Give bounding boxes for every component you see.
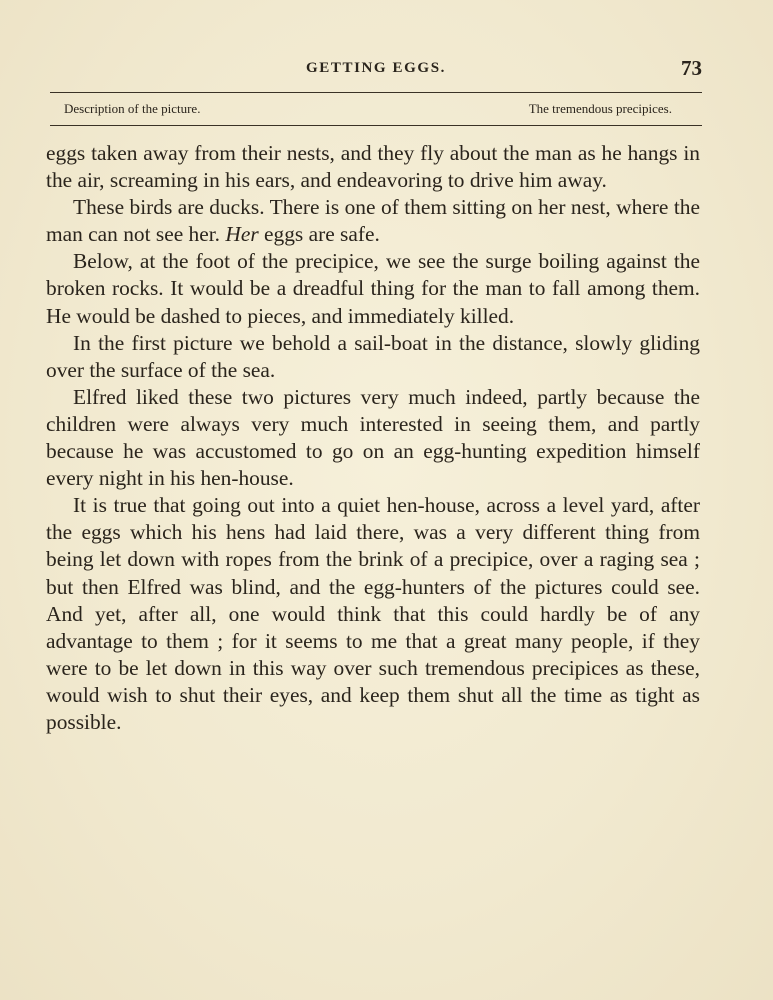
page-number: 73 — [681, 56, 702, 80]
paragraph-2-emphasis: Her — [225, 222, 259, 247]
paragraph-2 — [46, 194, 700, 248]
paragraph-2-text-before: These birds are ducks. There is one of them sitting on her nest, where the man can not see her. — [46, 195, 700, 247]
running-head — [50, 56, 702, 86]
paragraph-4: In the first picture we behold a sail-boat in the distance, slowly gliding over the surface of the sea. — [46, 330, 700, 382]
header-rule-top — [50, 92, 702, 93]
subheader-right: The tremendous precipices. — [528, 101, 672, 116]
paragraph-1: eggs taken away from their nests, and they fly about the man as he hangs in the air, screaming in his ears, and endeavoring to drive him away. — [46, 141, 700, 193]
header-rule-bottom — [50, 125, 702, 126]
running-title: GETTING EGGS. — [305, 60, 446, 76]
paragraph-3: Below, at the foot of the precipice, we see the surge boiling against the broken rocks. It would be a dreadful thing for the man to fall among them. He would be dashed to pieces, and immediately killed. — [46, 249, 700, 328]
body-text — [46, 140, 700, 736]
paragraph-5: Elfred liked these two pictures very much indeed, partly because the children were always very much interested in seeing them, and partly because he was accustomed to go on an egg-hunting expedition himself every night in his hen-house. — [46, 384, 700, 491]
subheader-left: Description of the picture. — [64, 101, 201, 116]
paragraph-6: It is true that going out into a quiet hen-house, across a level yard, after the eggs which his hens had laid there, was a very different thing from being let down with ropes from the brink of a precipice, over a raging sea ; but then Elfred was blind, and the egg-hunters of the pictures could see. And yet, after all, one would think that this could hardly be of any advantage to them ; for it seems to me that a great many people, if they were to be let down in this way over such tremendous precipices as these, would wish to shut their eyes, and keep them shut all the time as tight as possible. — [46, 493, 700, 734]
subheader — [50, 101, 702, 119]
paragraph-2-text-after: eggs are safe. — [258, 222, 380, 247]
